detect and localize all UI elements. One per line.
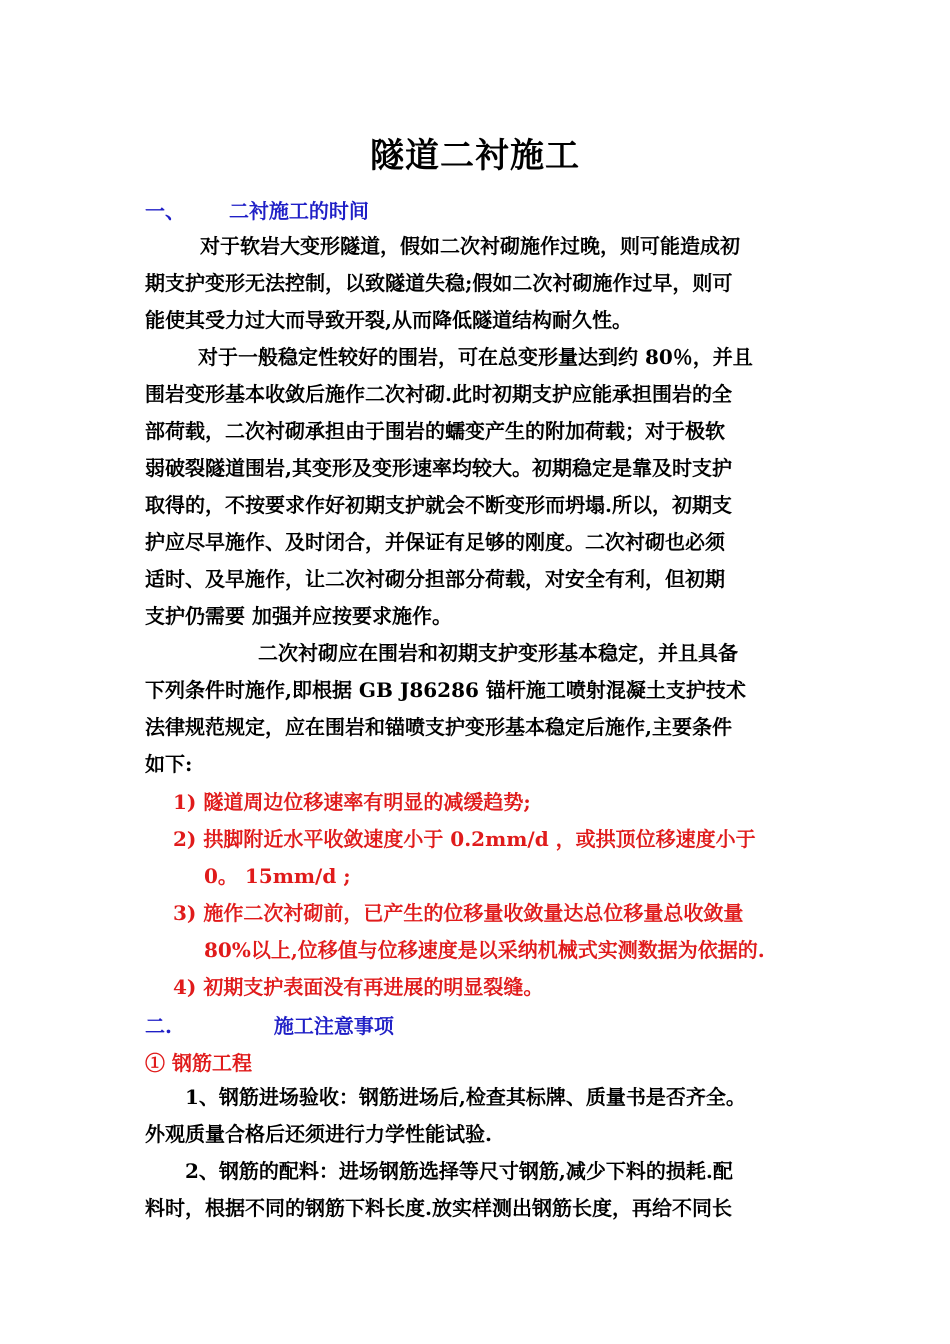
paragraph-line: 外观质量合格后还须进行力学性能试验. [145,1122,492,1146]
paragraph-line: 适时、及早施作，让二次衬砌分担部分荷载，对安全有利，但初期 [145,567,725,591]
paragraph-line: 对于一般稳定性较好的围岩，可在总变形量达到约 80％，并且 [198,345,753,369]
section-label: 二衬施工的时间 [228,199,369,223]
paragraph-line: 2、钢筋的配料：进场钢筋选择等尺寸钢筋,减少下料的损耗.配 [185,1159,733,1183]
paragraph-line: 下列条件时施作,即根据 GB J86286 锚杆施工喷射混凝土支护技术 [145,678,746,702]
paragraph-line: 如下: [145,752,193,776]
condition-item: 1) 隧道周边位移速率有明显的减缓趋势; [173,790,531,814]
paragraph-line: 取得的，不按要求作好初期支护就会不断变形而坍塌.所以，初期支 [145,493,732,517]
condition-item: 4) 初期支护表面没有再进展的明显裂缝。 [173,975,544,999]
paragraph-line: 围岩变形基本收敛后施作二次衬砌.此时初期支护应能承担围岩的全 [145,382,732,406]
condition-item-continued: 0。 15mm/d ; [204,864,351,888]
section-label: 施工注意事项 [273,1014,394,1038]
paragraph-line: 二次衬砌应在围岩和初期支护变形基本稳定，并且具备 [258,641,738,665]
paragraph-line: 支护仍需要 加强并应按要求施作。 [145,604,452,628]
subsection-heading: ① 钢筋工程 [145,1051,252,1075]
paragraph-line: 料时，根据不同的钢筋下料长度.放实样测出钢筋长度，再给不同长 [145,1196,732,1220]
section-heading-1 [145,195,369,224]
section-number: 二. [145,1014,172,1038]
paragraph-line: 1、钢筋进场验收：钢筋进场后,检查其标牌、质量书是否齐全。 [185,1085,746,1109]
condition-item: 2) 拱脚附近水平收敛速度小于 0.2mm/d ，或拱顶位移速度小于 [173,827,756,851]
paragraph-line: 对于软岩大变形隧道，假如二次衬砌施作过晚，则可能造成初 [200,234,740,258]
section-number: 一、 [145,199,185,223]
paragraph-line: 期支护变形无法控制，以致隧道失稳;假如二次衬砌施作过早，则可 [145,271,733,295]
paragraph-line: 法律规范规定，应在围岩和锚喷支护变形基本稳定后施作,主要条件 [145,715,732,739]
section-heading-2 [145,1010,394,1039]
paragraph-line: 部荷载，二次衬砌承担由于围岩的蠕变产生的附加荷载；对于极软 [145,419,725,443]
condition-item-continued: 80%以上,位移值与位移速度是以采纳机械式实测数据为依据的. [204,938,765,962]
paragraph-line: 护应尽早施作、及时闭合，并保证有足够的刚度。二次衬砌也必须 [145,530,725,554]
paragraph-line: 能使其受力过大而导致开裂,从而降低隧道结构耐久性。 [145,308,632,332]
page-title: 隧道二衬施工 [370,136,580,176]
paragraph-line: 弱破裂隧道围岩,其变形及变形速率均较大。初期稳定是靠及时支护 [145,456,732,480]
condition-item: 3) 施作二次衬砌前，已产生的位移量收敛量达总位移量总收敛量 [173,901,744,925]
